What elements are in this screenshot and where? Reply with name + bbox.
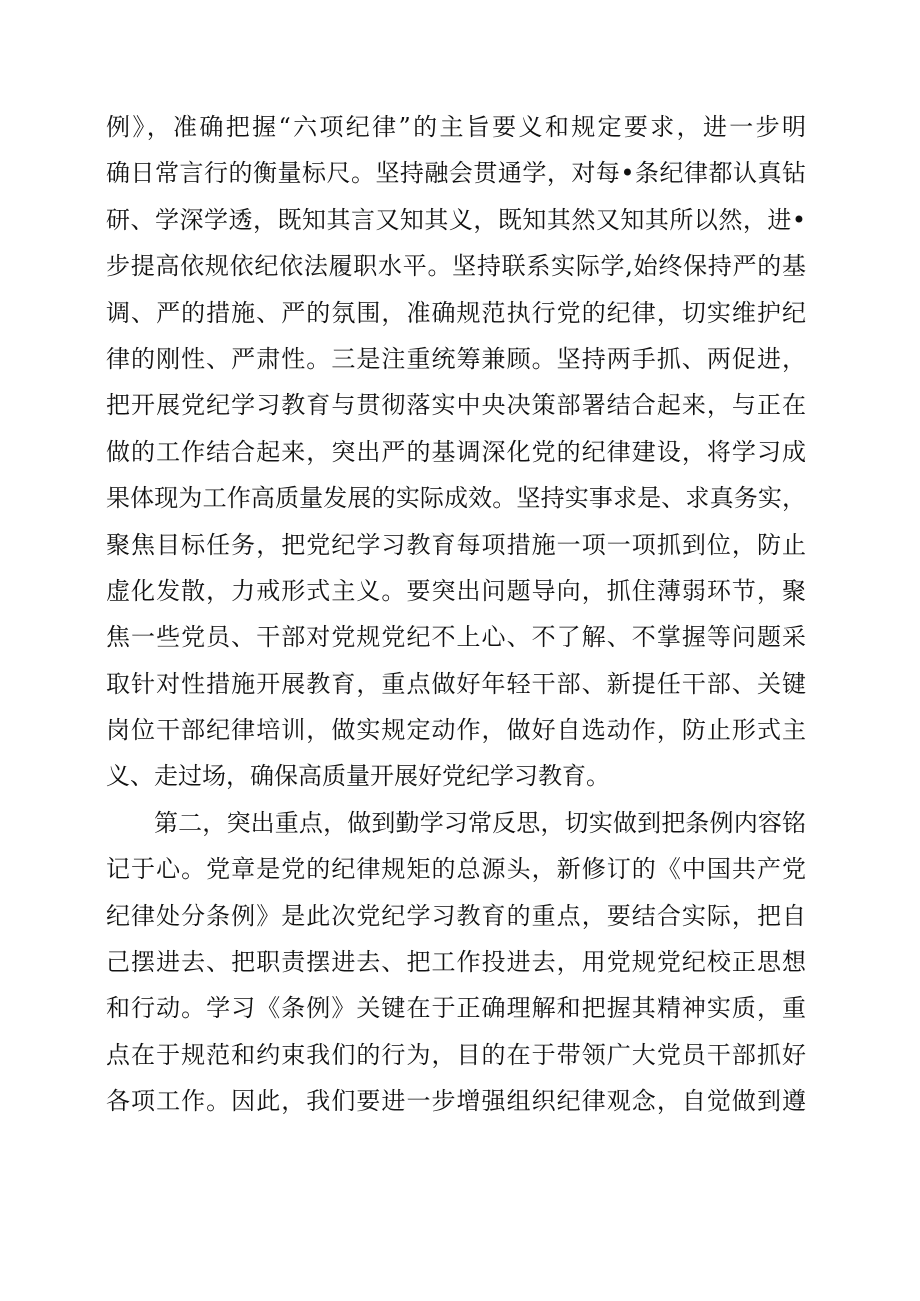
text-line: 纪律处分条例》是此次党纪学习教育的重点，要结合实际，把自 [106,901,806,930]
document-body-text [106,104,806,1125]
text-line: 义、走过场，确保高质量开展好党纪学习教育。 [106,762,610,791]
text-line: 研、学深学透，既知其言又知其义，既知其然又知其所以然，进• [106,205,806,234]
text-line: 调、严的措施、严的氛围，准确规范执行党的纪律，切实维护纪 [106,298,806,327]
text-line: 点在于规范和约束我们的行为，目的在于带领广大党员干部抓好 [106,1040,806,1069]
text-line: 取针对性措施开展教育，重点做好年轻干部、新提任干部、关键 [106,669,806,698]
text-line: 确日常言行的衡量标尺。坚持融会贯通学，对每•条纪律都认真钻 [106,159,806,188]
text-line: 果体现为工作高质量发展的实际成效。坚持实事求是、求真务实， [106,484,806,513]
text-line: 虚化发散，力戒形式主义。要突出问题导向，抓住薄弱环节，聚 [106,576,806,605]
text-line: 把开展党纪学习教育与贯彻落实中央决策部署结合起来，与正在 [106,391,806,420]
text-line: 律的刚性、严肃性。三是注重统筹兼顾。坚持两手抓、两促进， [106,344,806,373]
text-line: 聚焦目标任务，把党纪学习教育每项措施一项一项抓到位，防止 [106,530,806,559]
text-line: 步提高依规依纪依法履职水平。坚持联系实际学,始终保持严的基 [106,252,806,281]
text-line: 焦一些党员、干部对党规党纪不上心、不了解、不掌握等问题采 [106,623,806,652]
text-line: 例》，准确把握“六项纪律”的主旨要义和规定要求，进一步明 [106,113,806,141]
text-line: 各项工作。因此，我们要进一步增强组织纪律观念，自觉做到遵 [106,1087,806,1116]
text-line: 第二，突出重点，做到勤学习常反思，切实做到把条例内容铭 [154,808,806,837]
text-line: 记于心。党章是党的纪律规矩的总源头，新修订的《中国共产党 [106,855,806,884]
text-line: 和行动。学习《条例》关键在于正确理解和把握其精神实质，重 [106,994,806,1023]
text-line: 岗位干部纪律培训，做实规定动作，做好自选动作，防止形式主 [106,716,806,745]
text-line: 己摆进去、把职责摆进去、把工作投进去，用党规党纪校正思想 [106,948,806,977]
text-line: 做的工作结合起来，突出严的基调深化党的纪律建设，将学习成 [106,437,806,466]
